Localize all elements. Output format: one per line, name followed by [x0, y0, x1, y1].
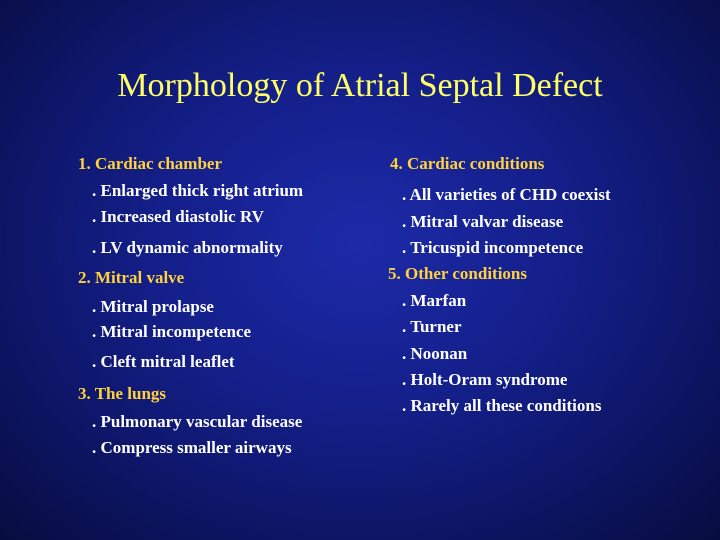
list-item: . Mitral prolapse: [92, 297, 214, 316]
slide-title: Morphology of Atrial Septal Defect: [117, 67, 603, 104]
section-heading-the-lungs: 3. The lungs: [78, 384, 167, 403]
list-item: . Marfan: [402, 291, 467, 310]
list-item: . Compress smaller airways: [92, 438, 292, 457]
list-item: . Mitral incompetence: [92, 322, 252, 341]
list-item: . Turner: [402, 317, 462, 336]
section-heading-other-conditions: 5. Other conditions: [388, 264, 528, 283]
list-item: . All varieties of CHD coexist: [402, 185, 611, 204]
section-heading-cardiac-chamber: 1. Cardiac chamber: [78, 154, 223, 173]
list-item: . Increased diastolic RV: [92, 207, 264, 226]
list-item: . Cleft mitral leaflet: [92, 352, 235, 371]
list-item: . Noonan: [402, 344, 468, 363]
list-item: . Enlarged thick right atrium: [92, 181, 304, 200]
list-item: . Holt-Oram syndrome: [402, 370, 568, 389]
list-item: . Rarely all these conditions: [402, 396, 602, 415]
section-heading-mitral-valve: 2. Mitral valve: [78, 268, 185, 287]
list-item: . Mitral valvar disease: [402, 212, 564, 231]
list-item: . Pulmonary vascular disease: [92, 412, 303, 431]
list-item: . Tricuspid incompetence: [402, 238, 584, 257]
list-item: . LV dynamic abnormality: [92, 238, 283, 257]
section-heading-cardiac-conditions: 4. Cardiac conditions: [390, 154, 545, 173]
